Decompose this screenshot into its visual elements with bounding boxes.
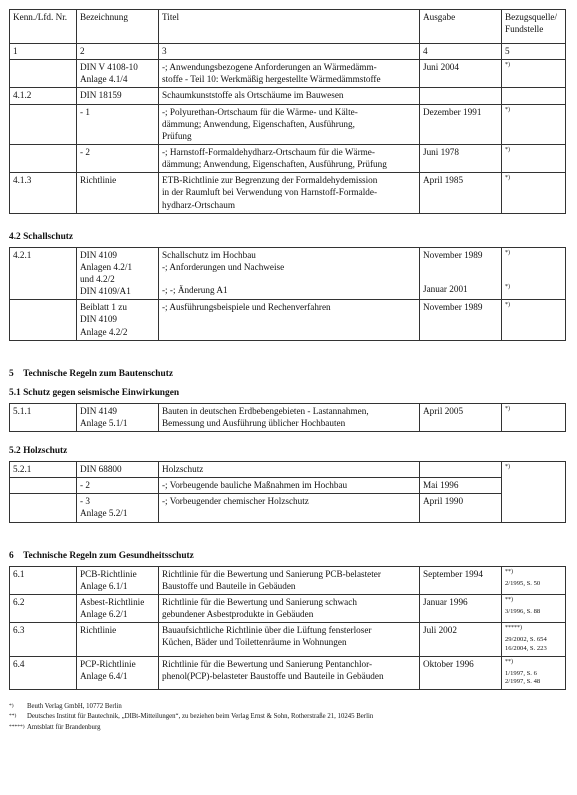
source-mark: **) — [505, 658, 513, 665]
titel-line: -; Polyurethan-Ortschaum für die Wärme- und Kälte- — [162, 106, 358, 117]
ausgabe: Dezember 1991 — [420, 104, 502, 144]
bezeichnung: - 2 — [77, 144, 159, 172]
ausgabe — [420, 461, 502, 477]
section-heading-5-1: 5.1 Schutz gegen seismische Einwirkungen — [9, 387, 180, 398]
bez-line: Anlage 4.2/2 — [80, 326, 128, 337]
titel-line: Schallschutz im Hochbau — [162, 249, 256, 260]
header-bezugsquelle: Bezugsquelle/ Fundstelle — [502, 10, 566, 44]
table-row — [10, 60, 566, 88]
bezugsquelle — [502, 88, 566, 104]
header-bezeichnung: Bezeichnung — [77, 10, 159, 44]
section-heading-4-2: 4.2 Schallschutz — [9, 231, 74, 242]
header-titel: Titel — [159, 10, 420, 44]
footnote-text: Beuth Verlag GmbH, 10772 Berlin — [27, 703, 122, 711]
bez-line: DIN 4109 — [80, 249, 118, 260]
kenn-nr: 4.2.1 — [10, 247, 77, 300]
titel-line: dämmung; Anwendung, Eigenschaften, Ausführung, — [162, 118, 355, 129]
regulations-table-6 — [9, 566, 566, 691]
table-row — [10, 104, 566, 144]
source-mark: *****) — [505, 625, 522, 632]
table-header-row — [10, 10, 566, 44]
table-row — [10, 144, 566, 172]
ausgabe: November 1989 — [420, 300, 502, 340]
bezugsquelle — [502, 566, 566, 594]
titel-line: -; -; Änderung A1 — [162, 284, 228, 295]
kenn-nr: 5.1.1 — [10, 403, 77, 431]
source-mark: **) — [505, 596, 513, 603]
bezugsquelle — [502, 623, 566, 657]
header-ausgabe: Ausgabe — [420, 10, 502, 44]
ausgabe: Juli 2002 — [420, 623, 502, 657]
table-row — [10, 494, 566, 522]
titel: -; Vorbeugende bauliche Maßnahmen im Hochbau — [159, 478, 420, 494]
source-mark: **) — [505, 568, 513, 575]
kenn-nr — [10, 104, 77, 144]
titel-line: gebundener Asbestprodukte in Gebäuden — [162, 608, 314, 619]
kenn-nr — [10, 494, 77, 522]
bez-line: DIN V 4108-10 — [80, 62, 138, 73]
document-page — [9, 9, 565, 733]
kenn-nr — [10, 60, 77, 88]
bezeichnung — [77, 566, 159, 594]
bezeichnung — [77, 247, 159, 300]
regulations-table-4-1 — [9, 9, 566, 214]
source-mark: *) — [505, 146, 510, 153]
bez-line: Anlage 6.2/1 — [80, 608, 128, 619]
titel-line: -; Anwendungsbezogene Anforderungen an Wärmedämm- — [162, 62, 377, 73]
footnote-mark: *****) — [9, 723, 25, 730]
kenn-nr: 5.2.1 — [10, 461, 77, 477]
kenn-nr: 6.2 — [10, 594, 77, 622]
section-heading-5-2: 5.2 Holzschutz — [9, 445, 68, 456]
bez-line: Anlage 6.4/1 — [80, 670, 128, 681]
source-mark: *) — [505, 463, 510, 470]
titel — [159, 656, 420, 690]
bezeichnung — [77, 494, 159, 522]
source-ref: 1/1997, S. 6 — [505, 669, 537, 677]
section-heading-5: 5 Technische Regeln zum Bautenschutz — [9, 368, 173, 379]
ausgabe: Juni 1978 — [420, 144, 502, 172]
ausgabe: September 1994 — [420, 566, 502, 594]
ausgabe — [420, 247, 502, 300]
ausgabe: Oktober 1996 — [420, 656, 502, 690]
bezugsquelle — [502, 247, 566, 300]
titel-line: Richtlinie für die Bewertung und Sanierung PCB-belasteter — [162, 568, 381, 579]
table-row — [10, 623, 566, 657]
bezeichnung: - 1 — [77, 104, 159, 144]
source-ref: 2/1995, S. 50 — [505, 579, 541, 587]
table-row — [10, 88, 566, 104]
footnote — [9, 712, 565, 722]
titel: -; Ausführungsbeispiele und Rechenverfahren — [159, 300, 420, 340]
bezugsquelle — [502, 656, 566, 690]
source-mark: *) — [505, 175, 510, 182]
bez-line: DIN 4149 — [80, 405, 118, 416]
bezeichnung — [77, 403, 159, 431]
source-ref: 2/1997, S. 48 — [505, 678, 541, 686]
footnote-mark: *) — [9, 703, 14, 710]
footnote-mark: **) — [9, 713, 17, 720]
titel-line: Baustoffe und Bauteile in Gebäuden — [162, 580, 296, 591]
bez-line: Anlagen 4.2/1 — [80, 261, 133, 272]
titel — [159, 403, 420, 431]
titel — [159, 144, 420, 172]
ausgabe: April 2005 — [420, 403, 502, 431]
source-mark: *) — [505, 283, 510, 290]
bez-line: Asbest-Richtlinie — [80, 596, 145, 607]
kenn-nr: 6.1 — [10, 566, 77, 594]
table-row — [10, 300, 566, 340]
column-number-row — [10, 44, 566, 60]
column-number: 5 — [502, 44, 566, 60]
header-kenn-nr: Kenn./Lfd. Nr. — [10, 10, 77, 44]
regulations-table-4-2 — [9, 247, 566, 341]
bezeichnung — [77, 300, 159, 340]
source-mark: *) — [505, 62, 510, 69]
bez-line: Anlage 5.1/1 — [80, 417, 128, 428]
titel — [159, 173, 420, 213]
titel-line: dämmung; Anwendung, Eigenschaften, Ausführung, Prüfung — [162, 159, 387, 170]
bezeichnung — [77, 656, 159, 690]
bezugsquelle — [502, 144, 566, 172]
ausgabe-line: Januar 2001 — [423, 283, 468, 294]
titel — [159, 104, 420, 144]
bez-line: PCP-Richtlinie — [80, 658, 136, 669]
titel-line: -; Harnstoff-Formaldehydharz-Ortschaum für die Wärme- — [162, 146, 375, 157]
table-row — [10, 403, 566, 431]
ausgabe: Januar 1996 — [420, 594, 502, 622]
source-ref: 29/2002, S. 654 — [505, 636, 547, 644]
section-heading-6: 6 Technische Regeln zum Gesundheitsschutz — [9, 550, 194, 561]
source-ref: 3/1996, S. 88 — [505, 607, 541, 615]
titel — [159, 594, 420, 622]
ausgabe: April 1990 — [420, 494, 502, 522]
bezugsquelle — [502, 104, 566, 144]
titel-line: in der Raumluft bei Verwendung von Harnstoff-Formalde- — [162, 187, 378, 198]
ausgabe: Juni 2004 — [420, 60, 502, 88]
column-number: 1 — [10, 44, 77, 60]
titel-line: stoffe - Teil 10: Werkmäßig hergestellte Wärmedämmstoffe — [162, 74, 381, 85]
table-row — [10, 247, 566, 300]
bez-line: PCB-Richtlinie — [80, 568, 137, 579]
titel-line: Richtlinie für die Bewertung und Sanierung Pentanchlor- — [162, 658, 373, 669]
source-mark: *) — [505, 405, 510, 412]
titel-line: hydharz-Ortschaum — [162, 199, 235, 210]
source-mark: *) — [505, 302, 510, 309]
titel — [159, 566, 420, 594]
bezugsquelle — [502, 594, 566, 622]
ausgabe: April 1985 — [420, 173, 502, 213]
table-row — [10, 478, 566, 494]
kenn-nr: 4.1.3 — [10, 173, 77, 213]
source-mark: *) — [505, 106, 510, 113]
table-row — [10, 594, 566, 622]
bezugsquelle — [502, 300, 566, 340]
kenn-nr — [10, 300, 77, 340]
titel-line: Bauten in deutschen Erdbebengebieten - Lastannahmen, — [162, 405, 369, 416]
titel — [159, 623, 420, 657]
titel-line: phenol(PCP)-belasteter Baustoffe und Bauteile in Gebäuden — [162, 670, 384, 681]
bezeichnung: - 2 — [77, 478, 159, 494]
titel — [159, 247, 420, 300]
titel: Holzschutz — [159, 461, 420, 477]
titel-line: Bauaufsichtliche Richtlinie über die Lüftung fensterloser — [162, 625, 372, 636]
source-mark: *) — [505, 249, 510, 256]
ausgabe-line: November 1989 — [423, 249, 483, 260]
footnote-text: Deutsches Institut für Bautechnik, „DIBt-Mitteilungen“, zu beziehen beim Verlag Ernst & Sohn, Rotherstraße 21, 10245 Berlin — [27, 713, 374, 721]
table-row — [10, 566, 566, 594]
titel: -; Vorbeugender chemischer Holzschutz — [159, 494, 420, 522]
bezugsquelle — [502, 60, 566, 88]
titel-line: Prüfung — [162, 130, 192, 141]
kenn-nr: 6.4 — [10, 656, 77, 690]
footnote — [9, 723, 565, 733]
table-row — [10, 656, 566, 690]
column-number: 2 — [77, 44, 159, 60]
footnote-text: Amtsblatt für Brandenburg — [27, 723, 101, 731]
titel — [159, 60, 420, 88]
bezeichnung — [77, 60, 159, 88]
kenn-nr: 6.3 — [10, 623, 77, 657]
bez-line: Anlage 6.1/1 — [80, 580, 128, 591]
bezeichnung: DIN 18159 — [77, 88, 159, 104]
bezeichnung: Richtlinie — [77, 623, 159, 657]
bezeichnung — [77, 594, 159, 622]
bez-line: Anlage 4.1/4 — [80, 74, 128, 85]
column-number: 3 — [159, 44, 420, 60]
bez-line: Beiblatt 1 zu — [80, 302, 127, 313]
footnote — [9, 702, 565, 712]
bezugsquelle — [502, 461, 566, 522]
table-row — [10, 173, 566, 213]
titel-line: Küchen, Bäder und Toilettenräume in Wohnungen — [162, 637, 347, 648]
titel-line: ETB-Richtlinie zur Begrenzung der Formaldehydemission — [162, 175, 378, 186]
bez-line: Anlage 5.2/1 — [80, 508, 128, 519]
kenn-nr: 4.1.2 — [10, 88, 77, 104]
titel-line: Bemessung und Ausführung üblicher Hochbauten — [162, 417, 346, 428]
bez-line: und 4.2/2 — [80, 273, 115, 284]
bezeichnung: DIN 68800 — [77, 461, 159, 477]
titel-line: -; Anforderungen und Nachweise — [162, 261, 285, 272]
bez-line: DIN 4109/A1 — [80, 286, 131, 297]
regulations-table-5-1 — [9, 403, 566, 432]
titel: Schaumkunststoffe als Ortschäume im Bauwesen — [159, 88, 420, 104]
footnotes — [9, 702, 565, 733]
bez-line: DIN 4109 — [80, 314, 118, 325]
table-row — [10, 461, 566, 477]
source-ref: 16/2004, S. 223 — [505, 644, 547, 652]
bezeichnung: Richtlinie — [77, 173, 159, 213]
kenn-nr — [10, 144, 77, 172]
kenn-nr — [10, 478, 77, 494]
ausgabe — [420, 88, 502, 104]
titel-line: Richtlinie für die Bewertung und Sanierung schwach — [162, 596, 357, 607]
bez-line: - 3 — [80, 496, 90, 507]
bezugsquelle — [502, 403, 566, 431]
ausgabe: Mai 1996 — [420, 478, 502, 494]
column-number: 4 — [420, 44, 502, 60]
regulations-table-5-2 — [9, 461, 566, 523]
bezugsquelle — [502, 173, 566, 213]
